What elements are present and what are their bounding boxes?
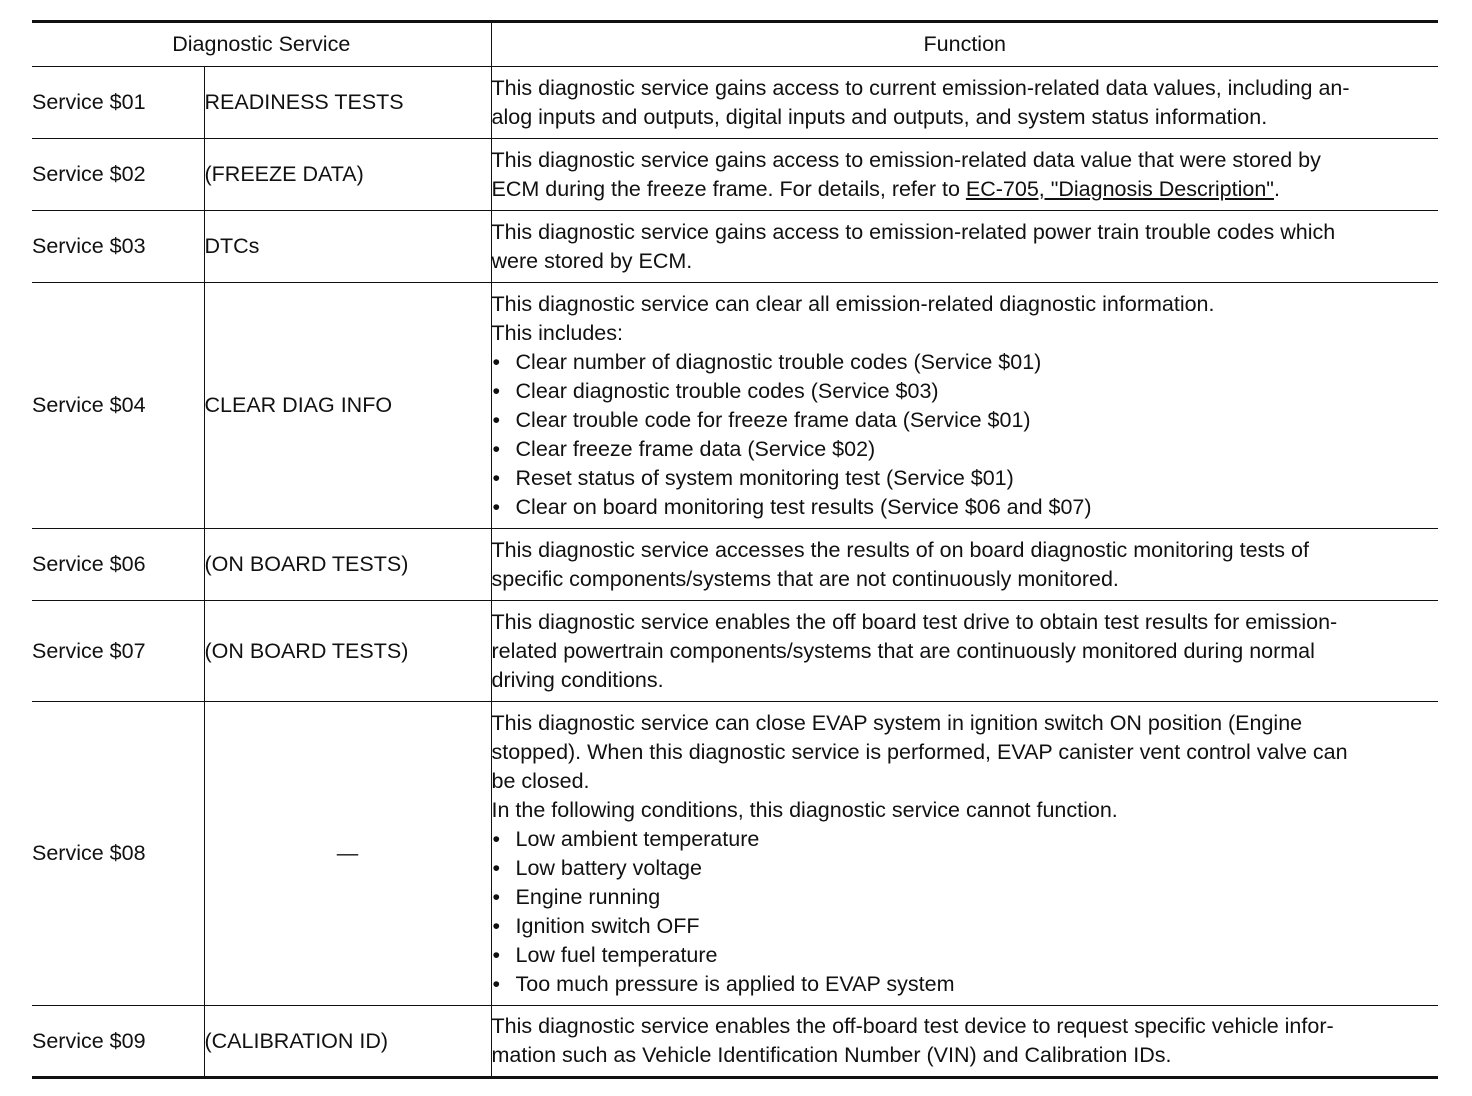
table-row: [32, 67, 1438, 139]
function-description: [491, 67, 1438, 139]
function-line: This diagnostic service enables the off board test drive to obtain test results for emission-: [491, 609, 1338, 634]
function-line: be closed.: [491, 768, 590, 793]
function-line: stopped). When this diagnostic service is performed, EVAP canister vent control valve can: [491, 739, 1348, 764]
function-line: This diagnostic service accesses the results of on board diagnostic monitoring tests of: [491, 537, 1309, 562]
service-name: (ON BOARD TESTS): [204, 529, 491, 601]
list-item: • Clear freeze frame data (Service $02): [492, 435, 1439, 464]
list-item: • Clear trouble code for freeze frame data (Service $01): [492, 406, 1439, 435]
list-item: • Clear diagnostic trouble codes (Service $03): [492, 377, 1439, 406]
service-name: (CALIBRATION ID): [204, 1006, 491, 1078]
function-line: In the following conditions, this diagnostic service cannot function.: [491, 797, 1118, 822]
list-item: • Low battery voltage: [492, 854, 1439, 883]
list-item: • Low fuel temperature: [492, 941, 1439, 970]
service-name: DTCs: [204, 211, 491, 283]
header-diagnostic-service: Diagnostic Service: [32, 22, 491, 67]
table-row: [32, 601, 1438, 702]
diagnostic-service-table: [32, 20, 1438, 1079]
function-description: [491, 1006, 1438, 1078]
function-line-text: .: [1273, 176, 1280, 201]
bullet-list: [492, 348, 1439, 522]
table-row: [32, 702, 1438, 1006]
service-name: CLEAR DIAG INFO: [204, 283, 491, 529]
service-code: Service $04: [32, 283, 204, 529]
table-row: [32, 283, 1438, 529]
service-name: (FREEZE DATA): [204, 139, 491, 211]
service-name: —: [204, 702, 491, 1006]
function-line: This diagnostic service gains access to emission-related power train trouble codes which: [491, 219, 1336, 244]
list-item: • Too much pressure is applied to EVAP system: [492, 970, 1439, 999]
service-code: Service $09: [32, 1006, 204, 1078]
table-row: [32, 139, 1438, 211]
service-name: (ON BOARD TESTS): [204, 601, 491, 702]
function-description: [491, 283, 1438, 529]
function-line: alog inputs and outputs, digital inputs and outputs, and system status information.: [491, 104, 1268, 129]
function-description: [491, 529, 1438, 601]
list-item: • Reset status of system monitoring test (Service $01): [492, 464, 1439, 493]
function-description: [491, 139, 1438, 211]
function-line: This diagnostic service gains access to emission-related data value that were stored by: [491, 147, 1321, 172]
list-item: • Clear number of diagnostic trouble codes (Service $01): [492, 348, 1439, 377]
function-line: This diagnostic service gains access to current emission-related data values, including an-: [491, 75, 1350, 100]
function-line: This diagnostic service enables the off-board test device to request specific vehicle infor-: [491, 1014, 1334, 1038]
function-line-text: ECM during the freeze frame. For details, refer to: [491, 176, 966, 201]
function-line: This diagnostic service can close EVAP system in ignition switch ON position (Engine: [491, 710, 1303, 735]
table-row: [32, 1006, 1438, 1078]
diagnosis-description-link[interactable]: EC-705, "Diagnosis Description": [965, 176, 1274, 201]
table-row: [32, 529, 1438, 601]
service-code: Service $06: [32, 529, 204, 601]
function-line: This diagnostic service can clear all emission-related diagnostic information.: [491, 291, 1215, 316]
table-header-row: [32, 22, 1438, 67]
list-item: • Ignition switch OFF: [492, 912, 1439, 941]
list-item: • Low ambient temperature: [492, 825, 1439, 854]
function-line: related powertrain components/systems that are continuously monitored during normal: [491, 638, 1315, 663]
function-description: [491, 211, 1438, 283]
document-page: [32, 20, 1438, 1079]
service-code: Service $03: [32, 211, 204, 283]
function-line: specific components/systems that are not continuously monitored.: [491, 566, 1119, 591]
table-row: [32, 211, 1438, 283]
service-name: READINESS TESTS: [204, 67, 491, 139]
bullet-list: [492, 825, 1439, 999]
function-line: This includes:: [491, 320, 623, 345]
function-line: mation such as Vehicle Identification Number (VIN) and Calibration IDs.: [491, 1043, 1172, 1067]
list-item: • Engine running: [492, 883, 1439, 912]
service-code: Service $07: [32, 601, 204, 702]
header-function: Function: [491, 22, 1438, 67]
function-line: were stored by ECM.: [491, 248, 693, 273]
service-code: Service $01: [32, 67, 204, 139]
function-line: [492, 175, 1439, 204]
function-line: driving conditions.: [491, 667, 664, 692]
function-description: [491, 601, 1438, 702]
function-description: [491, 702, 1438, 1006]
service-code: Service $08: [32, 702, 204, 1006]
service-code: Service $02: [32, 139, 204, 211]
list-item: • Clear on board monitoring test results (Service $06 and $07): [492, 493, 1439, 522]
